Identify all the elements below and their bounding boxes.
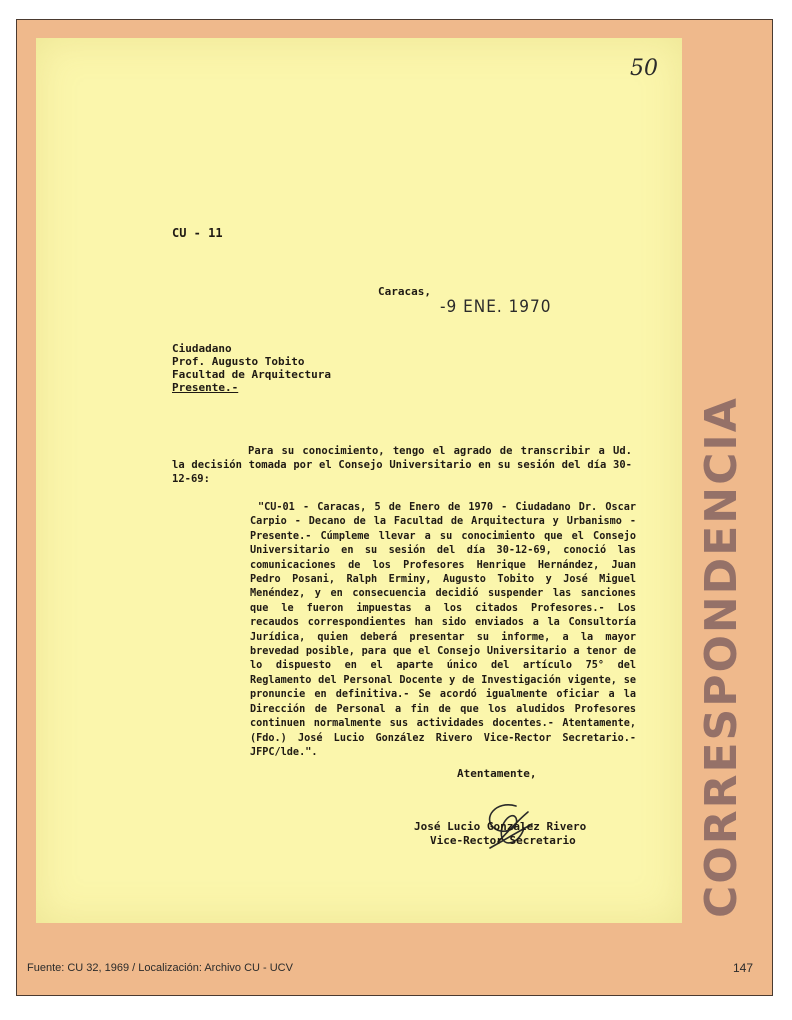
section-title-vertical: CORRESPONDENCIA [696, 396, 747, 918]
scanned-letter [36, 38, 682, 923]
signer-title: Vice-Rector Secretario [430, 834, 576, 847]
intro-paragraph: Para su conocimiento, tengo el agrado de transcribir a Ud. la decisión tomada por el Consejo Universitario en su sesión del día 30-12-69: [172, 445, 632, 485]
addressee-line-2: Prof. Augusto Tobito [172, 355, 305, 368]
addressee-line-4: Presente.- [172, 381, 239, 394]
page-number: 147 [733, 961, 754, 975]
closing-salutation: Atentamente, [457, 767, 537, 780]
signer-name: José Lucio González Rivero [414, 820, 587, 833]
addressee-line-3: Facultad de Arquitectura [172, 368, 331, 381]
footer-source: Fuente: CU 32, 1969 / Localización: Archivo CU - UCV [27, 962, 293, 974]
handwritten-page-number: 50 [630, 56, 658, 81]
letter-place: Caracas, [378, 285, 431, 298]
document-code: CU - 11 [172, 226, 223, 240]
addressee-line-1: Ciudadano [172, 342, 232, 355]
addressee-block [172, 342, 331, 394]
date-stamp: -9 ENE. 1970 [440, 297, 552, 317]
signature-block [414, 820, 586, 848]
quoted-decision: "CU-01 - Caracas, 5 de Enero de 1970 - Ciudadano Dr. Oscar Carpio - Decano de la Facultad de Arquitectura y Urbanismo - Presente.- Cúmpleme llevar a su conocimiento que el Consejo Universitario en su sesión del día 30-12-69, conoció las comunicaciones de los Profesores Henrique Hernández, Juan Pedro Posani, Ralph Erminy, Augusto Tobito y José Miguel Menéndez, y en consecuencia decidió suspender las sanciones que le fueron impuestas a los citados Profesores.- Los recaudos correspondientes han sido enviados a la Consultoría Jurídica, quien deberá presentar su informe, a la mayor brevedad posible, para que el Consejo Universitario a tenor de lo dispuesto en el aparte único del artículo 75° del Reglamento del Personal Docente y de Investigación vigente, se pronuncie en definitiva.- Se acordó igualmente oficiar a la Dirección de Personal a fin de que los aludidos Profesores continuen normalmente sus actividades docentes.- Atentamente, (Fdo.) José Lucio González Rivero Vice-Rector Secretario.- JFPC/lde.". [250, 502, 636, 758]
